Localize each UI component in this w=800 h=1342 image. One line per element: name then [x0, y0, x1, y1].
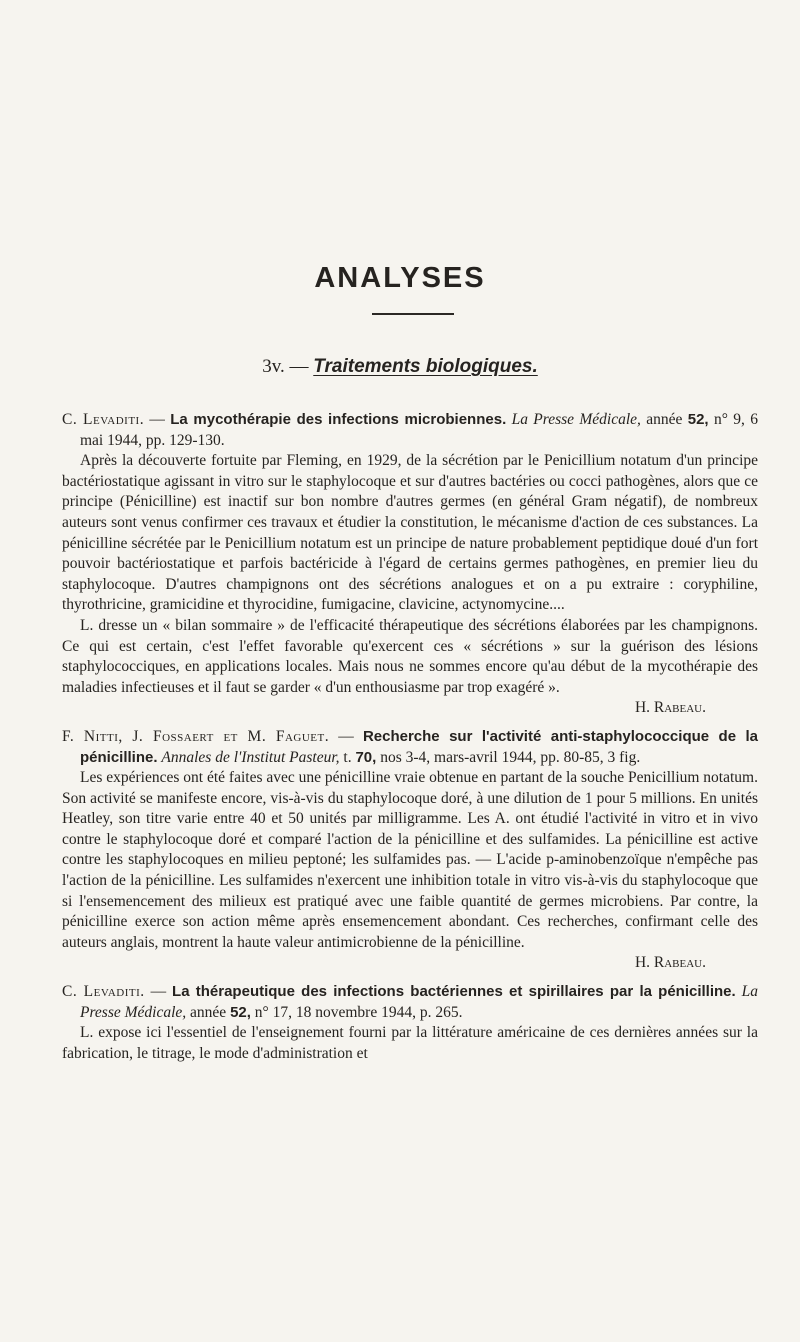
article-3-volume: 52, [230, 1003, 251, 1021]
article-1-authors: C. Levaditi. [62, 411, 145, 428]
section-title: Traitements biologiques. [313, 356, 538, 377]
article-2-sep: — [329, 727, 363, 745]
article-2-authors: F. Nitti, J. Fossaert et M. Faguet. [62, 727, 330, 745]
article-2-journal: Annales de l'Institut Pasteur, [161, 748, 340, 766]
article-3-ref-pre: année [186, 1003, 231, 1021]
article-2 [62, 727, 758, 974]
article-1-volume: 52, [687, 411, 709, 428]
article-1-ref-pre: année [640, 411, 688, 428]
article-2-reference [62, 727, 758, 768]
page-title: ANALYSES [314, 262, 486, 294]
spacer [62, 719, 758, 727]
article-1-sep: — [144, 411, 171, 428]
article-1-signature: H. Rabeau. [634, 699, 706, 717]
article-2-title: Recherche sur l'activité anti-staphylococcique de la pénicilline. [80, 727, 759, 766]
section-dash: — [289, 356, 309, 377]
article-3-title: La thérapeutique des infections bactériennes et spirillaires par la pénicilline. [172, 983, 736, 1001]
article-2-signature: H. Rabeau. [634, 954, 706, 972]
article-1-paragraph-2: L. dresse un « bilan sommaire » de l'efficacité thérapeutique des sécrétions élaborées par les champignons. Ce qui est certain, c'est l'effet favorable qu'exercent ces « sécrétions » sur la guérison des lésions staphylococciques, en applications locales. Mais nous ne sommes encore qu'au début de la mycothérapie des maladies infectieuses et il faut se garder « d'un enthousiasme par trop exagéré ». [62, 616, 758, 696]
article-1-journal: La Presse Médicale, [511, 411, 641, 428]
article-2-paragraph-1: Les expériences ont été faites avec une pénicilline vraie obtenue en partant de la souche Penicillium notatum. Son activité se manifeste encore, vis-à-vis du staphylocoque doré, à une dilution de 1 pour 5 millions. En unités Heatley, son titre varie entre 40 et 50 unités par milligramme. Les A. ont étudié l'activité in vitro et in vivo contre le staphylocoque doré et comparé l'action de la pénicilline et des sulfamides. La pénicilline est active contre les staphylocoques en milieu peptoné; les sulfamides pas. — L'acide p-aminobenzoïque n'empêche pas l'action de la pénicilline. Les sulfamides n'exercent une inhibition totale in vitro vis-à-vis du staphylocoque que si l'ensemencement des milieux est pratiqué avec une faible quantité de germes microbiens. Par contre, la pénicilline exerce son action même après ensemencement abondant. Ces recherches, confirmant celle des auteurs anglais, montrent la haute valeur antimicrobienne de la pénicilline. [62, 769, 758, 951]
article-list [62, 410, 758, 1064]
article-3-paragraph-1: L. expose ici l'essentiel de l'enseignement fourni par la littérature américaine de ces dernières années sur la fabrication, le titrage, le mode d'administration et [62, 1024, 758, 1062]
article-3-sep: — [144, 983, 173, 1001]
title-rule [372, 313, 454, 315]
article-3 [62, 982, 758, 1064]
article-1-paragraph-1: Après la découverte fortuite par Fleming, en 1929, de la sécrétion par le Penicillium notatum d'un principe bactériostatique agissant in vitro sur le staphylocoque et sur d'autres bactéries ou cocci pathogènes, alors que ce principe (Pénicilline) est inactif sur bon nombre d'autres germes (en général Gram négatif), de nombreux auteurs sont venus confirmer ces travaux et étudier la constitution, le mécanisme d'action de ces substances. La pénicilline sécrétée par le Penicillium notatum est un principe de nature probablement peptidique doué d'un fort pouvoir bactériostatique et parfois bactéricide à l'égard de certains germes pathogènes, en premier lieu du staphylocoque. D'autres champignons ont des sécrétions analogues et on a pu extraire : coryphiline, thyrothricine, gramicidine et thyrocidine, fumigacine, clavicine, actynomycine.... [62, 452, 758, 614]
article-3-ref-post: n° 17, 18 novembre 1944, p. 265. [250, 1003, 463, 1021]
article-1 [62, 410, 758, 719]
article-2-ref-post: nos 3-4, mars-avril 1944, pp. 80-85, 3 fig. [376, 748, 641, 766]
article-1-ref-post: n° 9, 6 mai 1944, pp. 129-130. [80, 411, 758, 449]
article-2-ref-pre: t. [339, 748, 356, 766]
spacer [62, 974, 758, 982]
section-number: 3v. [262, 356, 285, 377]
article-3-journal: La Presse Médicale, [80, 983, 759, 1021]
article-1-reference [62, 410, 758, 451]
section-heading [0, 356, 800, 378]
article-1-title: La mycothérapie des infections microbiennes. [170, 411, 507, 428]
article-2-volume: 70, [355, 748, 377, 766]
article-3-reference [62, 982, 758, 1023]
article-3-authors: C. Levaditi. [62, 983, 145, 1001]
